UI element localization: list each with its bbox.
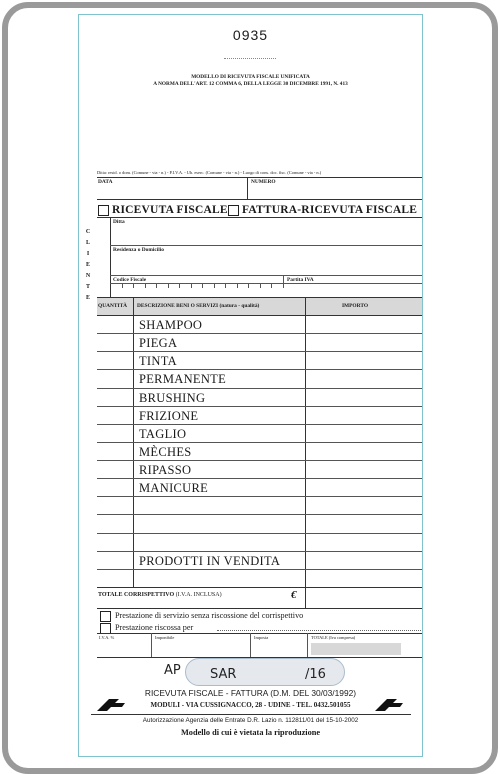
items-table [79,315,422,587]
ditta-label: Ditta [113,219,125,225]
servizio-label: Prestazione di servizio senza riscossione del corrispettivo [115,611,304,620]
table-row-divider [97,406,422,407]
receipt-form [78,14,423,757]
cliente-vertical-label: C L I E N T E [85,229,91,301]
table-row-divider [97,496,422,497]
divider [250,633,251,657]
imponibile-label: Imponibile [155,635,175,640]
table-row-description: PRODOTTI IN VENDITA [139,554,281,568]
table-row-description: RIPASSO [139,463,192,477]
divider [307,633,308,657]
table-row-divider [97,442,422,443]
euro-symbol: € [291,589,297,601]
codice-fiscale-tick [225,283,226,288]
codice-fiscale-tick [179,283,180,288]
servizio-checkbox[interactable] [100,611,111,622]
codice-fiscale-tick [145,283,146,288]
divider [110,275,422,276]
ricevuta-label: RICEVUTA FISCALE [112,204,228,216]
number-underline [224,58,276,59]
table-row-divider [97,514,422,515]
iva-label: I.V.A. % [99,635,115,640]
table-row-divider [97,478,422,479]
divider [110,217,111,309]
divider [97,199,422,200]
codice-fiscale-boxes[interactable] [110,283,422,292]
fattura-ricevuta-label: FATTURA-RICEVUTA FISCALE [242,204,418,216]
table-row-description: MÈCHES [139,445,192,459]
divider [247,177,248,199]
table-row-divider [97,333,422,334]
divider [97,217,422,218]
residenza-label: Residenza o Domicilio [113,247,164,253]
divider [97,633,422,634]
table-row-divider [97,351,422,352]
stamp-code: SAR [210,667,237,682]
riscossa-line [217,630,421,631]
table-row-divider [97,551,422,552]
numero-label: NUMERO [251,179,276,185]
table-row-divider [97,569,422,570]
table-row-divider [97,460,422,461]
codice-fiscale-tick [214,283,215,288]
divider [97,587,422,588]
ricevuta-checkbox[interactable] [98,205,109,216]
data-label: DATA [98,179,113,185]
totale-iva-label: TOTALE (Iva compresa) [311,635,356,640]
table-row-divider [97,369,422,370]
importo-header: IMPORTO [341,303,369,309]
table-row-divider [97,533,422,534]
quantita-header: QUANTITÀ [98,303,128,309]
fattura-ricevuta-checkbox[interactable] [228,205,239,216]
table-row-divider [97,388,422,389]
receipt-number: 0935 [232,27,269,43]
table-row-description: BRUSHING [139,391,206,405]
codice-fiscale-tick [122,283,123,288]
codice-fiscale-tick [156,283,157,288]
codice-fiscale-tick [248,283,249,288]
divider [110,245,422,246]
codice-fiscale-tick [237,283,238,288]
riscossa-label: Prestazione riscossa per [115,623,194,632]
totale-label: TOTALE CORRISPETTIVO (I.V.A. INCLUSA) [98,592,222,598]
descrizione-header: DESCRIZIONE BENI O SERVIZI (natura - qualità) [137,303,260,309]
codice-fiscale-tick [168,283,169,288]
codice-fiscale-tick [283,283,284,288]
header-line-2: A NORMA DELL'ART. 12 COMMA 6, DELLA LEGGE 30 DICEMBRE 1991, N. 413 [153,81,348,87]
table-row-description: FRIZIONE [139,409,199,423]
partita-iva-label: Partita IVA [287,277,314,283]
table-row-divider [97,424,422,425]
issuer-line: Ditta: resid. o dom. (Comune - via - n.) - P.I.V.A. - Ub. eserc. (Comune - via - n.) - Luogo di cons. doc. fisc. (Comune - via - n.) [97,170,322,175]
imposta-label: Imposta [254,635,269,640]
table-row-description: TINTA [139,354,177,368]
codice-fiscale-tick [191,283,192,288]
codice-fiscale-tick [260,283,261,288]
stamp-year: /16 [305,667,326,682]
divider [97,608,422,609]
reproduction-notice: Modello di cui è vietata la riproduzione [180,728,321,737]
codice-fiscale-label: Codice Fiscale [113,277,147,283]
table-row-description: TAGLIO [139,427,187,441]
codice-fiscale-tick [133,283,134,288]
divider [97,177,422,178]
divider [91,714,411,715]
table-row-description: PERMANENTE [139,372,227,386]
codice-fiscale-tick [202,283,203,288]
printer-info: MODULI - VIA CUSSIGNACCO, 28 - UDINE - TEL. 0432.501055 [150,701,351,709]
footer-title: RICEVUTA FISCALE - FATTURA (D.M. DEL 30/03/1992) [144,688,357,698]
table-row-description: PIEGA [139,336,178,350]
divider [151,633,152,657]
table-row-description: MANICURE [139,481,209,495]
divider [283,275,284,283]
totale-iva-field[interactable] [311,643,401,655]
table-row-description: SHAMPOO [139,318,203,332]
authorization-text: Autorizzazione Agenzia delle Entrate D.R. Lazio n. 112811/01 del 15-10-2002 [142,717,359,724]
stamp-prefix: AP [164,663,181,678]
codice-fiscale-tick [271,283,272,288]
header-line-1: MODELLO DI RICEVUTA FISCALE UNIFICATA [191,74,310,80]
